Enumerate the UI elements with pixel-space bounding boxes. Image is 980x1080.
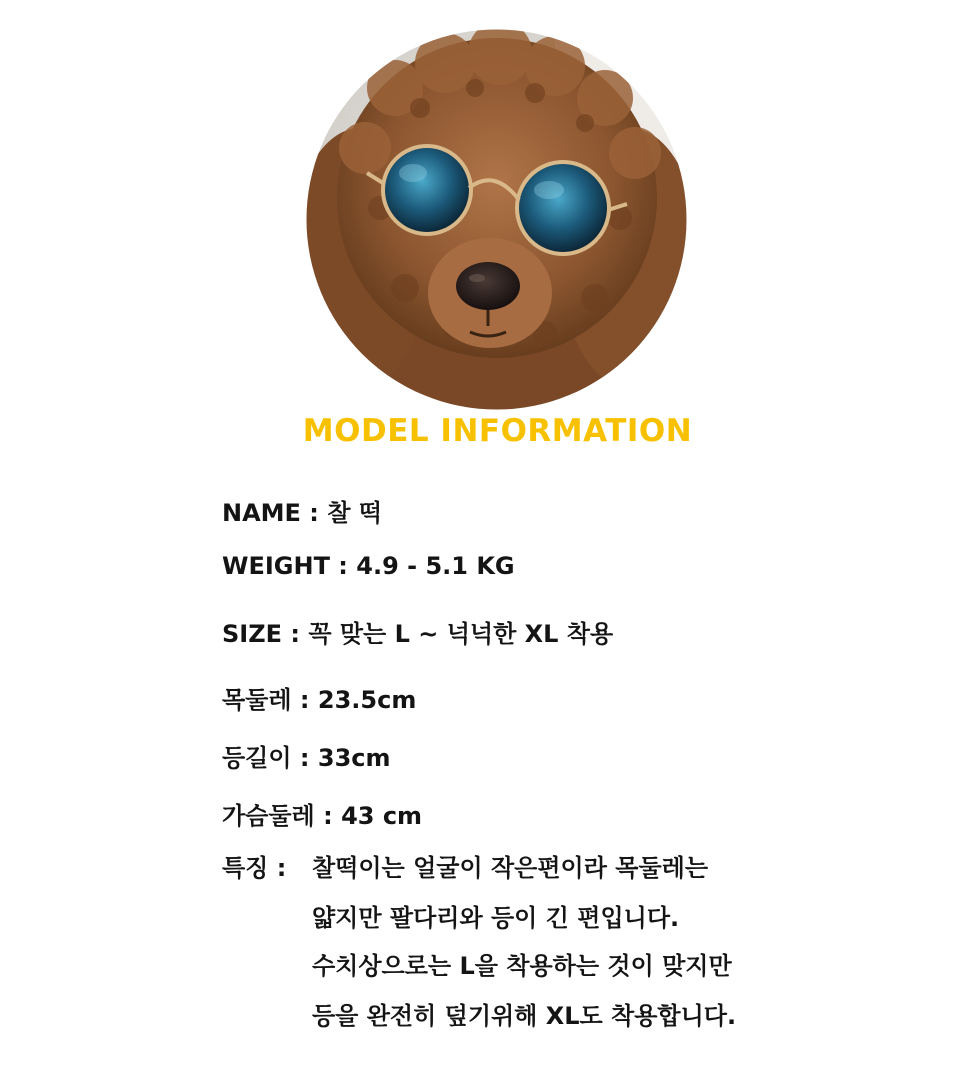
chest-row: [222, 796, 422, 831]
weight-separator: :: [329, 552, 357, 580]
poodle-with-sunglasses-photo-icon: [305, 28, 688, 411]
feature-line: 얇지만 팔다리와 등이 긴 편입니다.: [312, 904, 680, 932]
back-length-label: 등길이: [222, 744, 292, 772]
neck-row: [222, 680, 416, 715]
name-value: 찰 떡: [327, 499, 382, 527]
size-label: SIZE: [222, 620, 283, 648]
back-length-row: [222, 738, 391, 773]
model-photo: [305, 28, 688, 411]
neck-label: 목둘레: [222, 686, 292, 714]
size-row: [222, 614, 613, 649]
chest-label: 가슴둘레: [222, 802, 315, 830]
name-separator: :: [300, 499, 328, 527]
back-length-value: 33cm: [317, 744, 391, 772]
size-separator: :: [282, 620, 309, 648]
chest-value: 43 cm: [341, 802, 423, 830]
name-label: NAME: [222, 499, 301, 527]
neck-value: 23.5cm: [317, 686, 417, 714]
feature-label: 특징 :: [222, 854, 287, 882]
feature-line: 찰떡이는 얼굴이 작은편이라 목둘레는: [312, 854, 709, 882]
name-row: [222, 493, 382, 528]
neck-separator: :: [291, 686, 318, 714]
weight-value: 4.9 - 5.1 KG: [356, 552, 515, 580]
chest-separator: :: [314, 802, 342, 830]
feature-line: 등을 완전히 덮기위해 XL도 착용합니다.: [312, 1002, 737, 1030]
back-length-separator: :: [291, 744, 318, 772]
weight-row: [222, 552, 515, 580]
model-information-title: MODEL INFORMATION: [302, 413, 693, 449]
weight-label: WEIGHT: [222, 552, 330, 580]
feature-line: 수치상으로는 L을 착용하는 것이 맞지만: [312, 952, 732, 980]
size-value: 꼭 맞는 L ~ 넉넉한 XL 착용: [308, 620, 614, 648]
